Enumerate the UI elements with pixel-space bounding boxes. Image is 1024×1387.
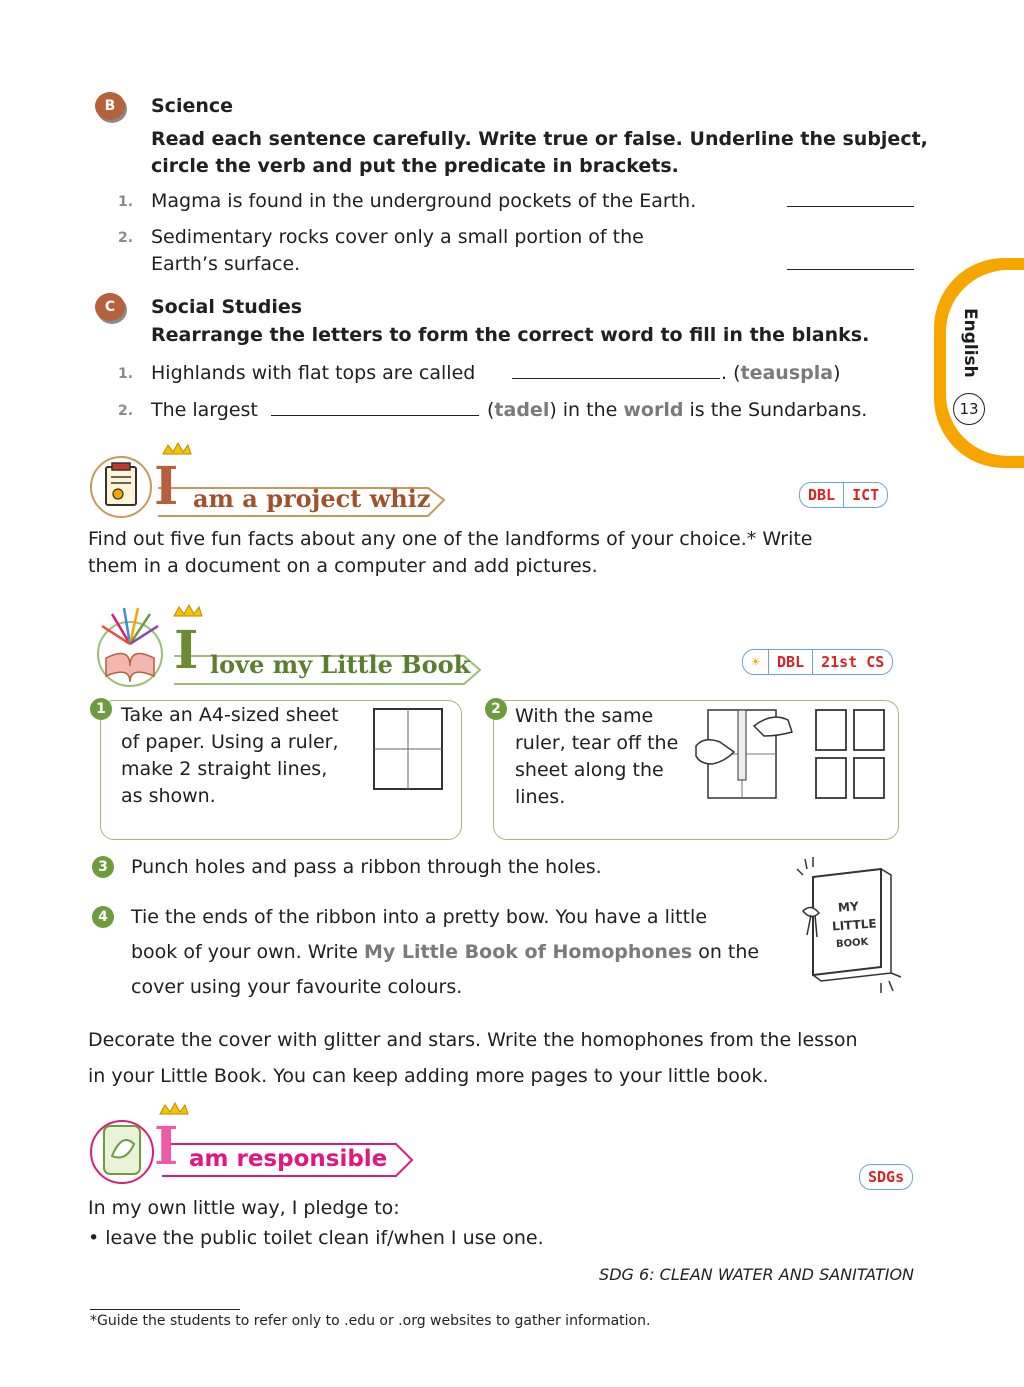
responsible-tag (859, 1164, 913, 1190)
step-4-line-2: book of your own. Write My Little Book of Homophones on the (131, 941, 760, 963)
step-1-line-4: as shown. (121, 785, 216, 807)
project-whiz-line-1: Find out five fun facts about any one of the landforms of your choice.* Write (88, 528, 813, 550)
decorate-line-1: Decorate the cover with glitter and stars. Write the homophones from the lesson (88, 1029, 858, 1051)
step-2-line-1: With the same (515, 705, 654, 727)
section-c-badge: C (95, 293, 125, 321)
c-item-2-answer-line[interactable] (271, 415, 479, 416)
b-item-1-text: Magma is found in the underground pockets of the Earth. (151, 190, 697, 212)
section-b-title: Science (151, 95, 234, 117)
step-2-line-4: lines. (515, 786, 566, 808)
b-item-1-answer-line[interactable] (787, 206, 914, 207)
c-item-1-number: 1. (118, 366, 134, 382)
b-item-2-text-2: Earth’s surface. (151, 253, 301, 275)
c-item-1-answer-line[interactable] (512, 378, 720, 379)
little-book-title: love my Little Book (210, 650, 471, 679)
page-number: 13 (953, 393, 985, 425)
section-c-title: Social Studies (151, 296, 303, 318)
c-item-1-after: . (teauspla) (721, 362, 841, 384)
responsible-letter: I (154, 1116, 179, 1177)
little-book-tags (742, 649, 893, 675)
responsible-title: am responsible (189, 1146, 388, 1172)
step-3-text: Punch holes and pass a ribbon through the holes. (131, 856, 602, 878)
step-1-line-1: Take an A4-sized sheet (121, 704, 339, 726)
step-1-number: 1 (90, 698, 112, 720)
tag-dbl: DBL (768, 650, 812, 674)
c-item-1-text: Highlands with flat tops are called (151, 362, 476, 384)
sdg-label: SDG 6: CLEAN WATER AND SANITATION (599, 1265, 914, 1284)
footnote-rule (90, 1309, 240, 1310)
folded-sheet-illustration (372, 707, 444, 791)
side-tab-subject: English (960, 308, 980, 378)
step-4-line-3: cover using your favourite colours. (131, 976, 463, 998)
b-item-1-number: 1. (118, 194, 134, 210)
step-4-number: 4 (92, 906, 114, 928)
section-b-instructions-2: circle the verb and put the predicate in brackets. (151, 155, 679, 177)
book-cover-line-3: BOOK (835, 936, 869, 951)
tag-sdgs: SDGs (868, 1168, 905, 1186)
book-cover-line-2: LITTLE (831, 916, 878, 934)
tearing-sheet-illustration (694, 706, 894, 802)
step-1-line-2: of paper. Using a ruler, (121, 731, 339, 753)
b-item-2-answer-line[interactable] (787, 269, 914, 270)
c-item-2-number: 2. (118, 403, 134, 419)
tag-dbl: DBL (808, 486, 836, 504)
section-b-instructions-1: Read each sentence carefully. Write true or false. Underline the subject, (151, 128, 928, 150)
project-whiz-title: am a project whiz (193, 484, 431, 513)
step-2-number: 2 (485, 698, 507, 720)
project-whiz-tags (799, 482, 888, 508)
step-1-line-3: make 2 straight lines, (121, 758, 328, 780)
side-tab-inner (946, 270, 1024, 456)
responsible-bullet: • leave the public toilet clean if/when I use one. (88, 1227, 544, 1249)
step-3-number: 3 (92, 856, 114, 878)
lightbulb-icon: ☀ (751, 653, 761, 671)
little-book-letter: I (174, 620, 199, 681)
project-whiz-letter: I (154, 456, 179, 517)
section-c-instructions: Rearrange the letters to form the correct word to fill in the blanks. (151, 324, 870, 346)
step-2-line-3: sheet along the (515, 759, 664, 781)
project-whiz-line-2: them in a document on a computer and add pictures. (88, 555, 598, 577)
tag-21st-cs: 21st CS (812, 650, 892, 674)
footnote: *Guide the students to refer only to .edu or .org websites to gather information. (90, 1313, 651, 1329)
decorate-line-2: in your Little Book. You can keep adding more pages to your little book. (88, 1065, 769, 1087)
b-item-2-text-1: Sedimentary rocks cover only a small portion of the (151, 226, 644, 248)
b-item-2-number: 2. (118, 230, 134, 246)
step-2-line-2: ruler, tear off the (515, 732, 679, 754)
responsible-line-1: In my own little way, I pledge to: (88, 1197, 400, 1219)
section-b-badge: B (95, 92, 125, 120)
c-item-2-after: (tadel) in the world is the Sundarbans. (487, 399, 868, 421)
book-cover-line-1: MY (837, 899, 860, 915)
c-item-2-text: The largest (151, 399, 258, 421)
tag-ict: ICT (843, 483, 887, 507)
step-4-line-1: Tie the ends of the ribbon into a pretty bow. You have a little (131, 906, 708, 928)
